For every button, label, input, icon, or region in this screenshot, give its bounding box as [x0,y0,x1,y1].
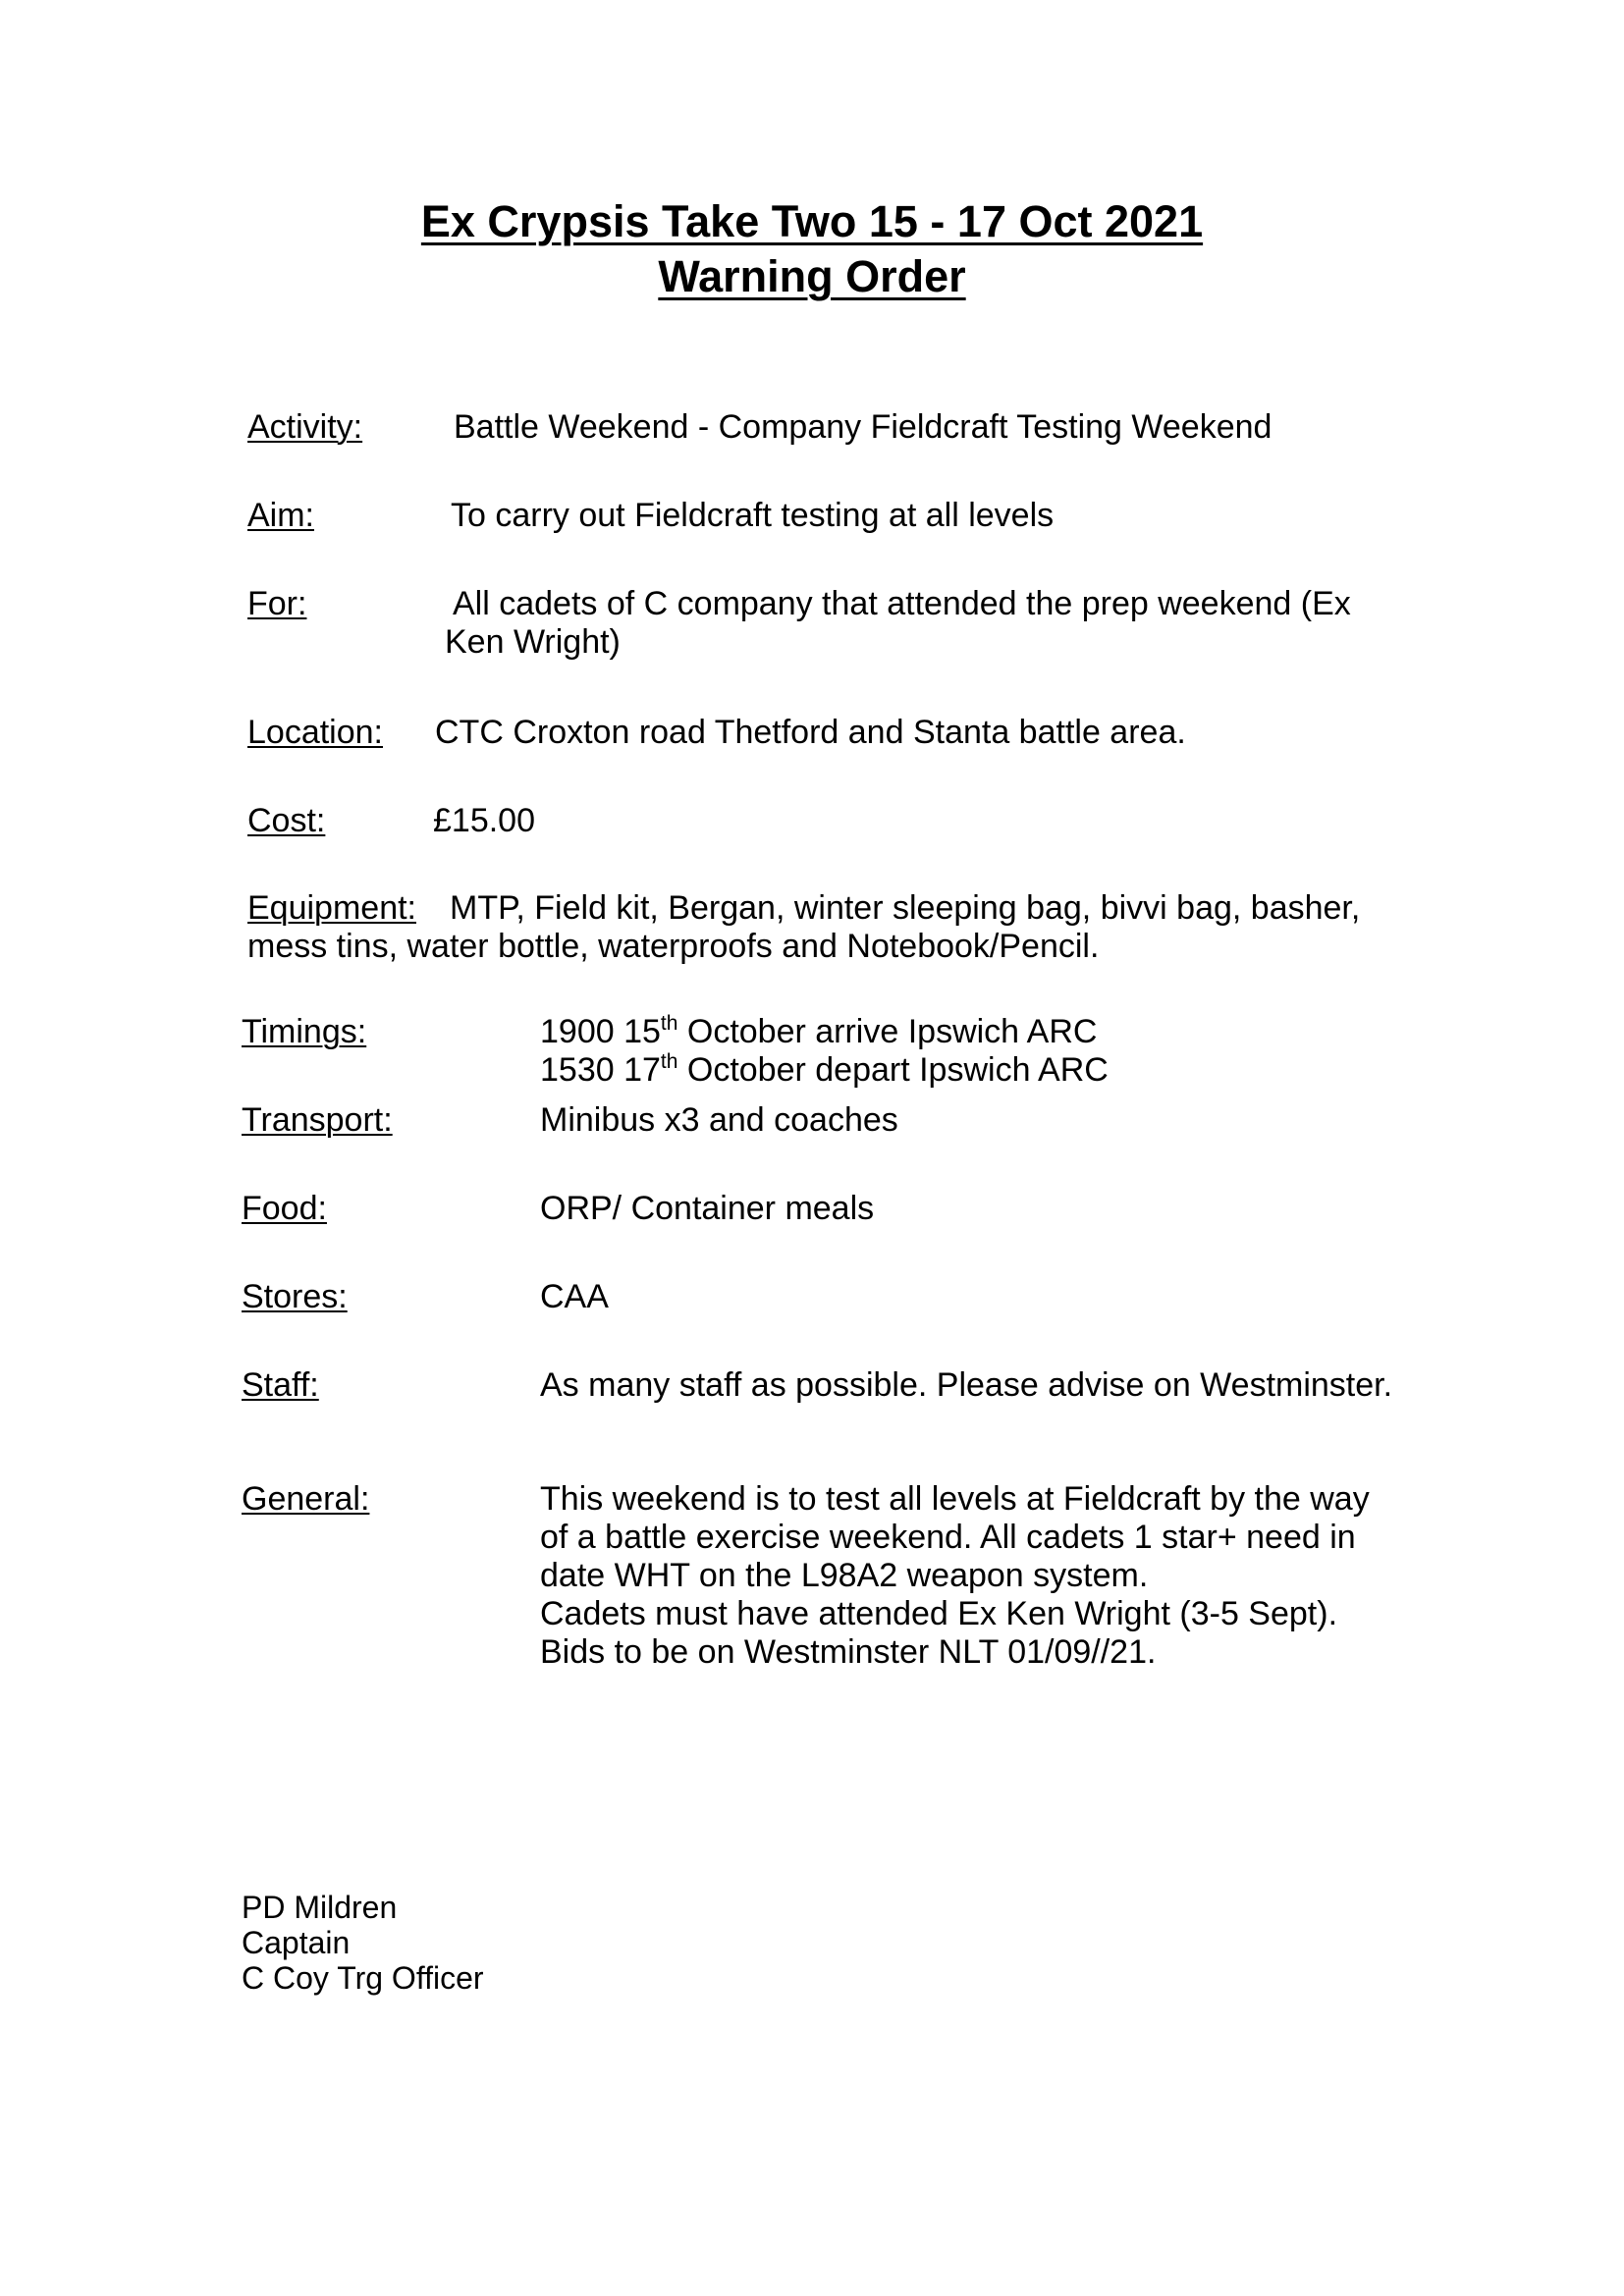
timings-line-1-rest: October arrive Ipswich ARC [677,1013,1098,1050]
transport-value: Minibus x3 and coaches [540,1101,898,1139]
title-line-1: Ex Crypsis Take Two 15 - 17 Oct 2021 [420,196,1204,246]
general-line-3: date WHT on the L98A2 weapon system. [540,1557,1149,1594]
aim-label: Aim: [247,497,314,534]
timings-line-2-rest: October depart Ipswich ARC [677,1051,1109,1089]
location-value: CTC Croxton road Thetford and Stanta battle area. [435,714,1186,751]
title-line-2: Warning Order [658,251,966,301]
general-line-4: Cadets must have attended Ex Ken Wright (3-5 Sept). [540,1595,1338,1632]
timings-line-1-ordinal: th [660,1012,678,1035]
activity-label: Activity: [247,408,363,446]
food-value: ORP/ Container meals [540,1190,875,1227]
location-label: Location: [247,714,383,751]
staff-label: Staff: [242,1366,319,1404]
general-line-5: Bids to be on Westminster NLT 01/09//21. [540,1633,1157,1671]
equipment-label: Equipment: [247,889,416,927]
aim-value: To carry out Fieldcraft testing at all levels [451,497,1055,534]
signature-role: C Coy Trg Officer [242,1960,484,1996]
signature-name: PD Mildren [242,1890,398,1925]
equipment-value-line-2: mess tins, water bottle, waterproofs and Notebook/Pencil. [247,928,1100,965]
cost-label: Cost: [247,802,326,839]
general-line-1: This weekend is to test all levels at Fieldcraft by the way [540,1480,1370,1518]
stores-value: CAA [540,1278,609,1315]
timings-line-1 [540,1013,1097,1051]
cost-value: £15.00 [433,802,535,839]
timings-line-2-time: 1530 17 [540,1051,661,1089]
transport-label: Transport: [242,1101,393,1139]
equipment-value-line-1: MTP, Field kit, Bergan, winter sleeping bag, bivvi bag, basher, [450,889,1361,927]
for-value-line-1: All cadets of C company that attended the prep weekend (Ex [453,585,1351,622]
for-label: For: [247,585,307,622]
for-value-line-2: Ken Wright) [445,623,621,661]
activity-value: Battle Weekend - Company Fieldcraft Testing Weekend [454,408,1272,446]
timings-line-1-time: 1900 15 [540,1013,661,1050]
general-line-2: of a battle exercise weekend. All cadets 1 star+ need in [540,1519,1356,1556]
signature-rank: Captain [242,1925,351,1960]
timings-line-2-ordinal: th [660,1050,678,1073]
general-label: General: [242,1480,370,1518]
timings-line-2 [540,1051,1109,1090]
food-label: Food: [242,1190,327,1227]
timings-label: Timings: [242,1013,367,1050]
stores-label: Stores: [242,1278,348,1315]
signature-block [242,1890,484,1996]
general-value [540,1480,1370,1672]
staff-value: As many staff as possible. Please advise on Westminster. [540,1366,1393,1404]
